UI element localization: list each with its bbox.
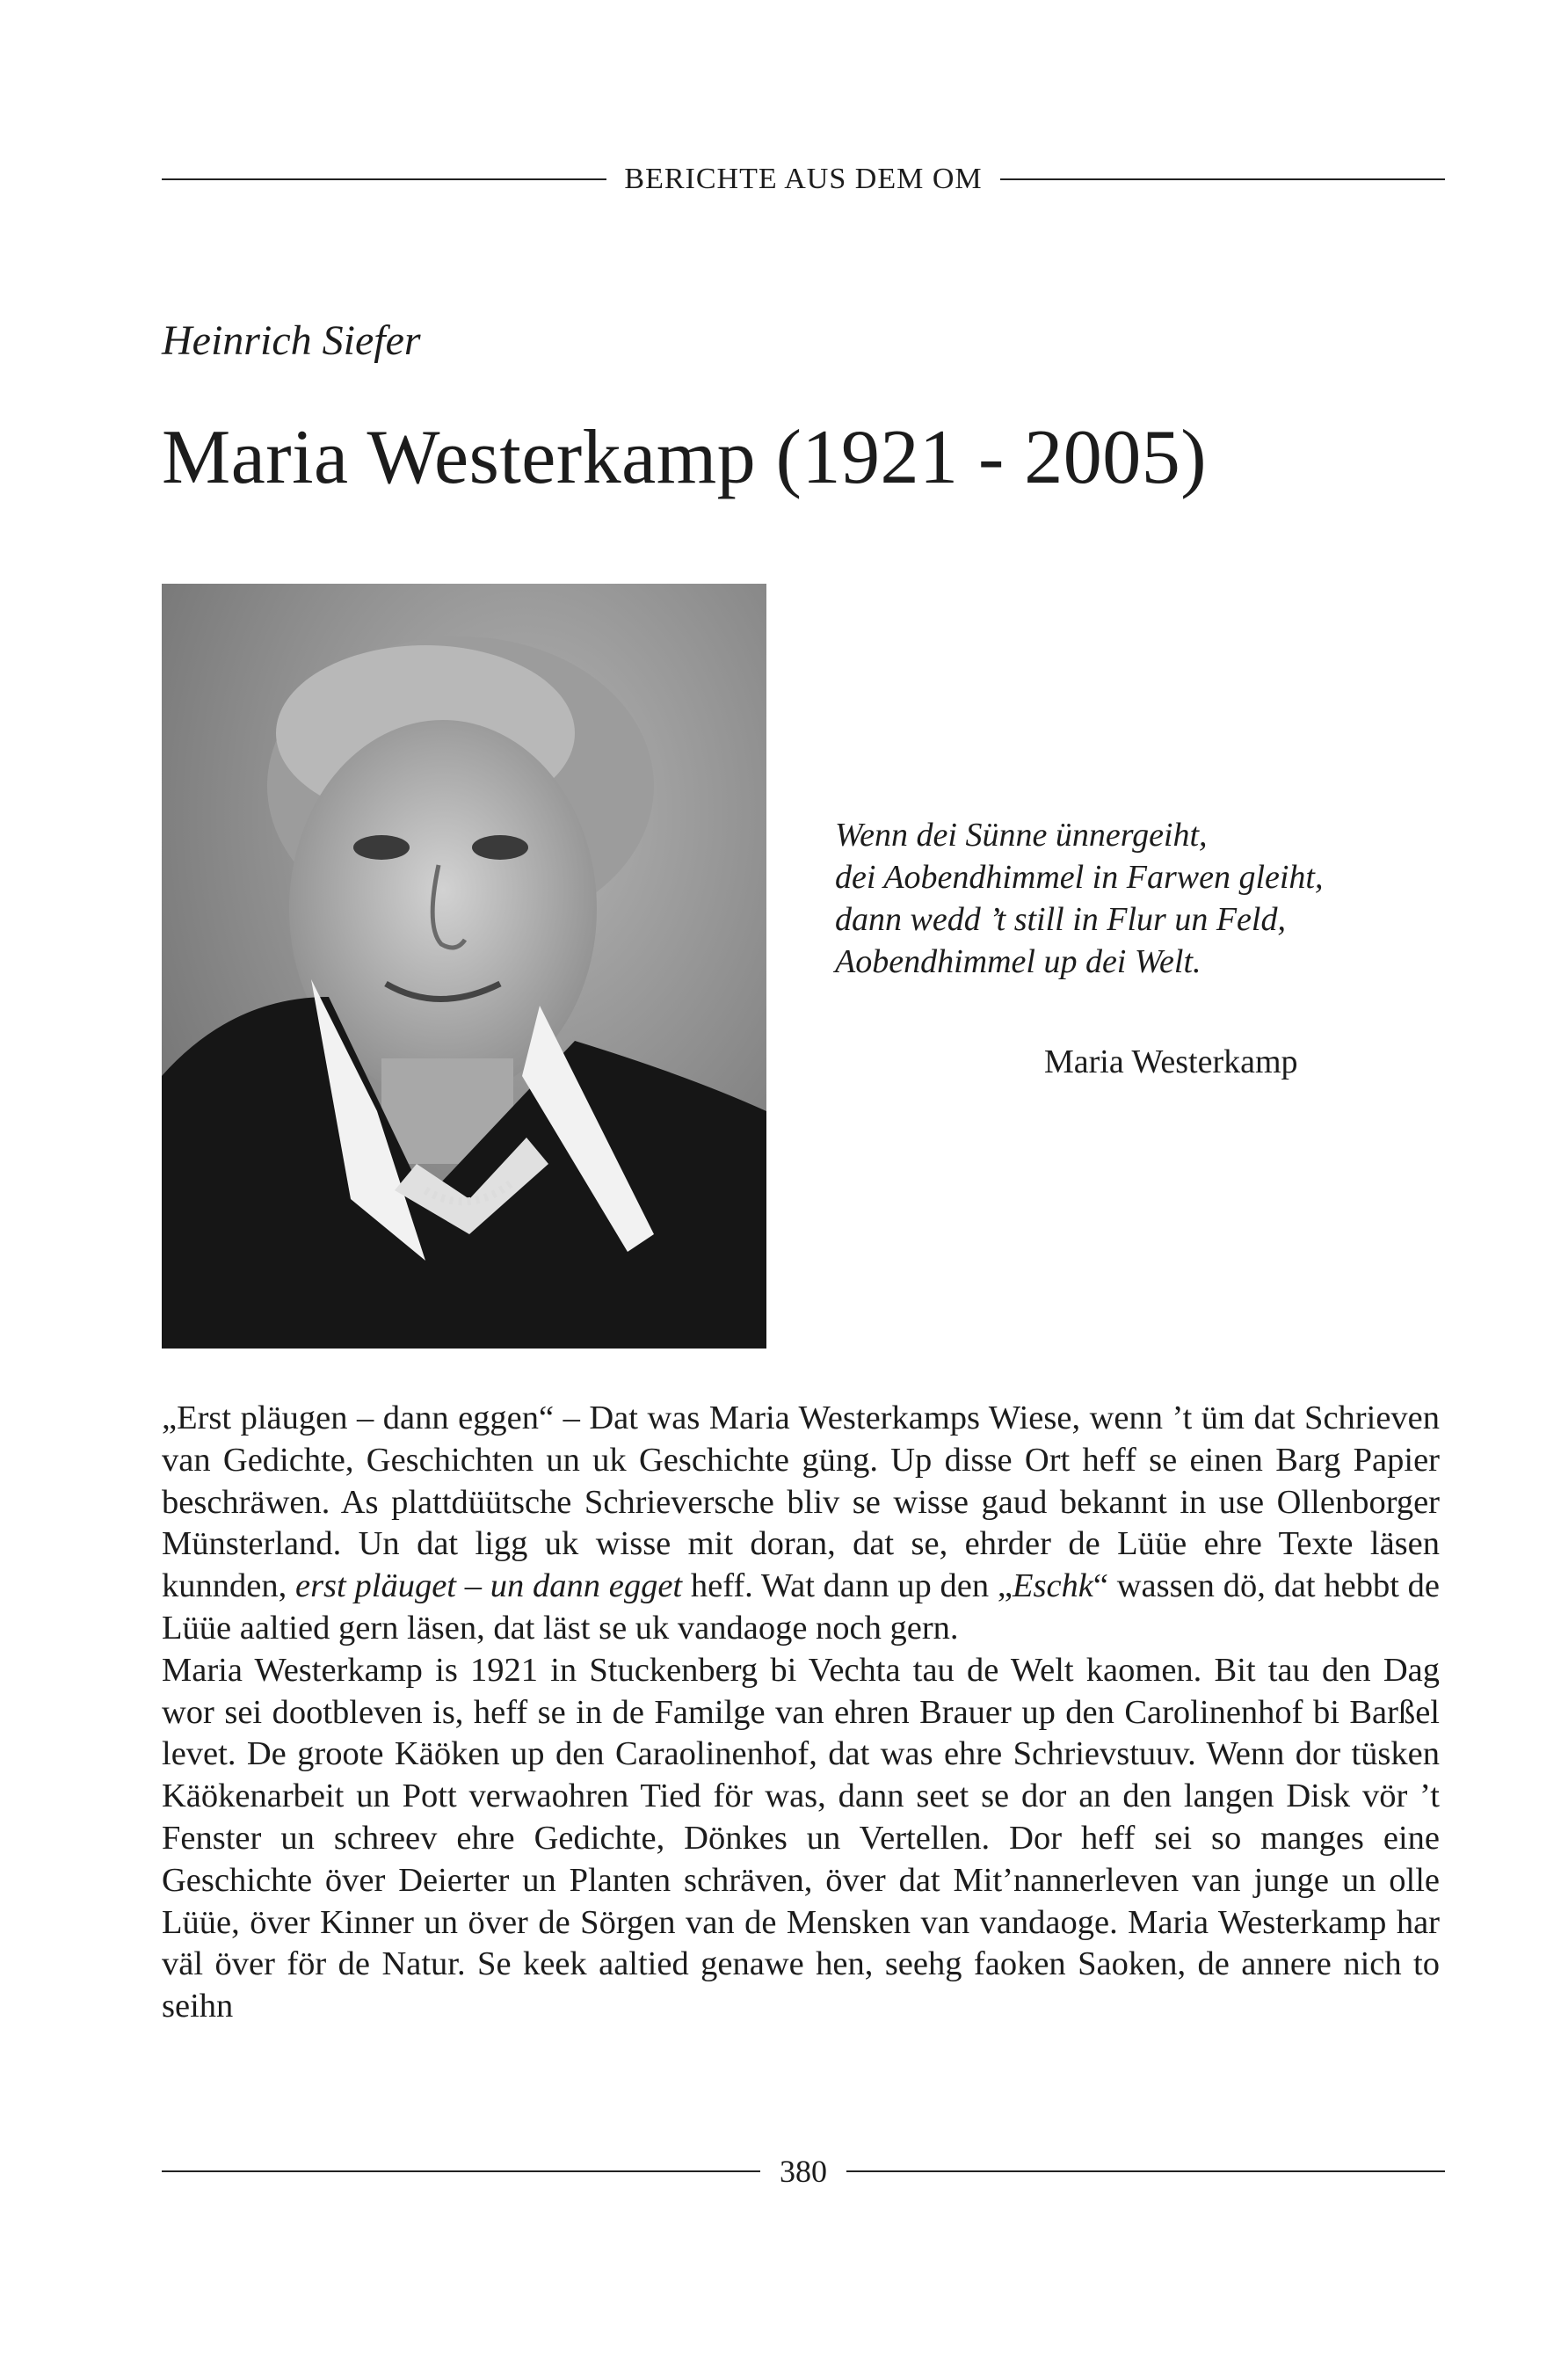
running-header-text: BERICHTE AUS DEM OM [624,163,983,195]
header-rule-right [1000,178,1445,180]
page-footer [162,2152,1445,2191]
page-number: 380 [780,2154,827,2189]
article-author: Heinrich Siefer [162,317,421,364]
poem [835,814,1450,983]
footer-rule-left [162,2170,760,2172]
poem-line: Aobendhimmel up dei Welt. [835,943,1201,980]
paragraph-emphasis: erst pläuget – un dann egget [294,1567,683,1605]
article-body [162,1398,1440,2028]
poem-author: Maria Westerkamp [1044,1043,1298,1080]
paragraph: Maria Westerkamp is 1921 in Stuckenberg bi Vechta tau de Welt kaomen. Bit tau den Dag wor sei dootbleven is, heff se in de Familge van ehren Brauer up den Carolinenhof bi Barßel levet. De groote Käöken up den Caraolinenhof, dat was ehre Schrievstuuv. Wenn dor tüsken Käökenarbeit un Pott verwaohren Tied för was, dann seet se dor an den langen Disk vör ’t Fenster un schreev ehre Gedichte, Dönkes un Vertellen. Dor heff sei so manges eine Geschichte över Deierter un Planten schräven, över dat Mit’nannerleven van junge un olle Lüüe, över Kinner un över de Sörgen van de Mensken van vandaoge. Maria Westerkamp har väl över för de Natur. Se keek aaltied genawe hen, seehg faoken Saoken, de annere nich to seihn [162,1651,1440,2025]
portrait-photo-icon [162,584,766,1349]
paragraph [162,1398,1440,1650]
poem-line: dei Aobendhimmel in Farwen gleiht, [835,859,1324,896]
paragraph-emphasis: Eschk [1012,1567,1093,1605]
portrait-photo [162,584,766,1349]
paragraph-text: „Erst pläugen – dann eggen“ – Dat was Maria Westerkamps Wiese, wenn ’t üm dat Schrieven van Gedichte, Geschichten un uk Geschichte güng. Up disse Ort heff se einen Barg Papier beschräwen. As plattdüütsche Schrieversche bliv se wisse gaud bekannt in use Ollenborger Münsterland. Un dat ligg uk wisse mit doran, dat se, ehrder de Lüüe ehre Texte läsen kunnden, [162,1399,1440,1605]
poem-line: Wenn dei Sünne ünnergeiht, [835,817,1208,854]
header-rule-left [162,178,606,180]
running-header [162,160,1445,199]
article-title: Maria Westerkamp (1921 - 2005) [162,415,1208,500]
paragraph-text: “ wassen dö, dat hebbt de Lüüe aaltied gern läsen, dat läst se uk vandaoge noch gern. [162,1567,1440,1647]
footer-rule-right [846,2170,1445,2172]
paragraph-text: heff. Wat dann up den „ [682,1567,1013,1605]
poem-line: dann wedd ’t still in Flur un Feld, [835,901,1286,938]
